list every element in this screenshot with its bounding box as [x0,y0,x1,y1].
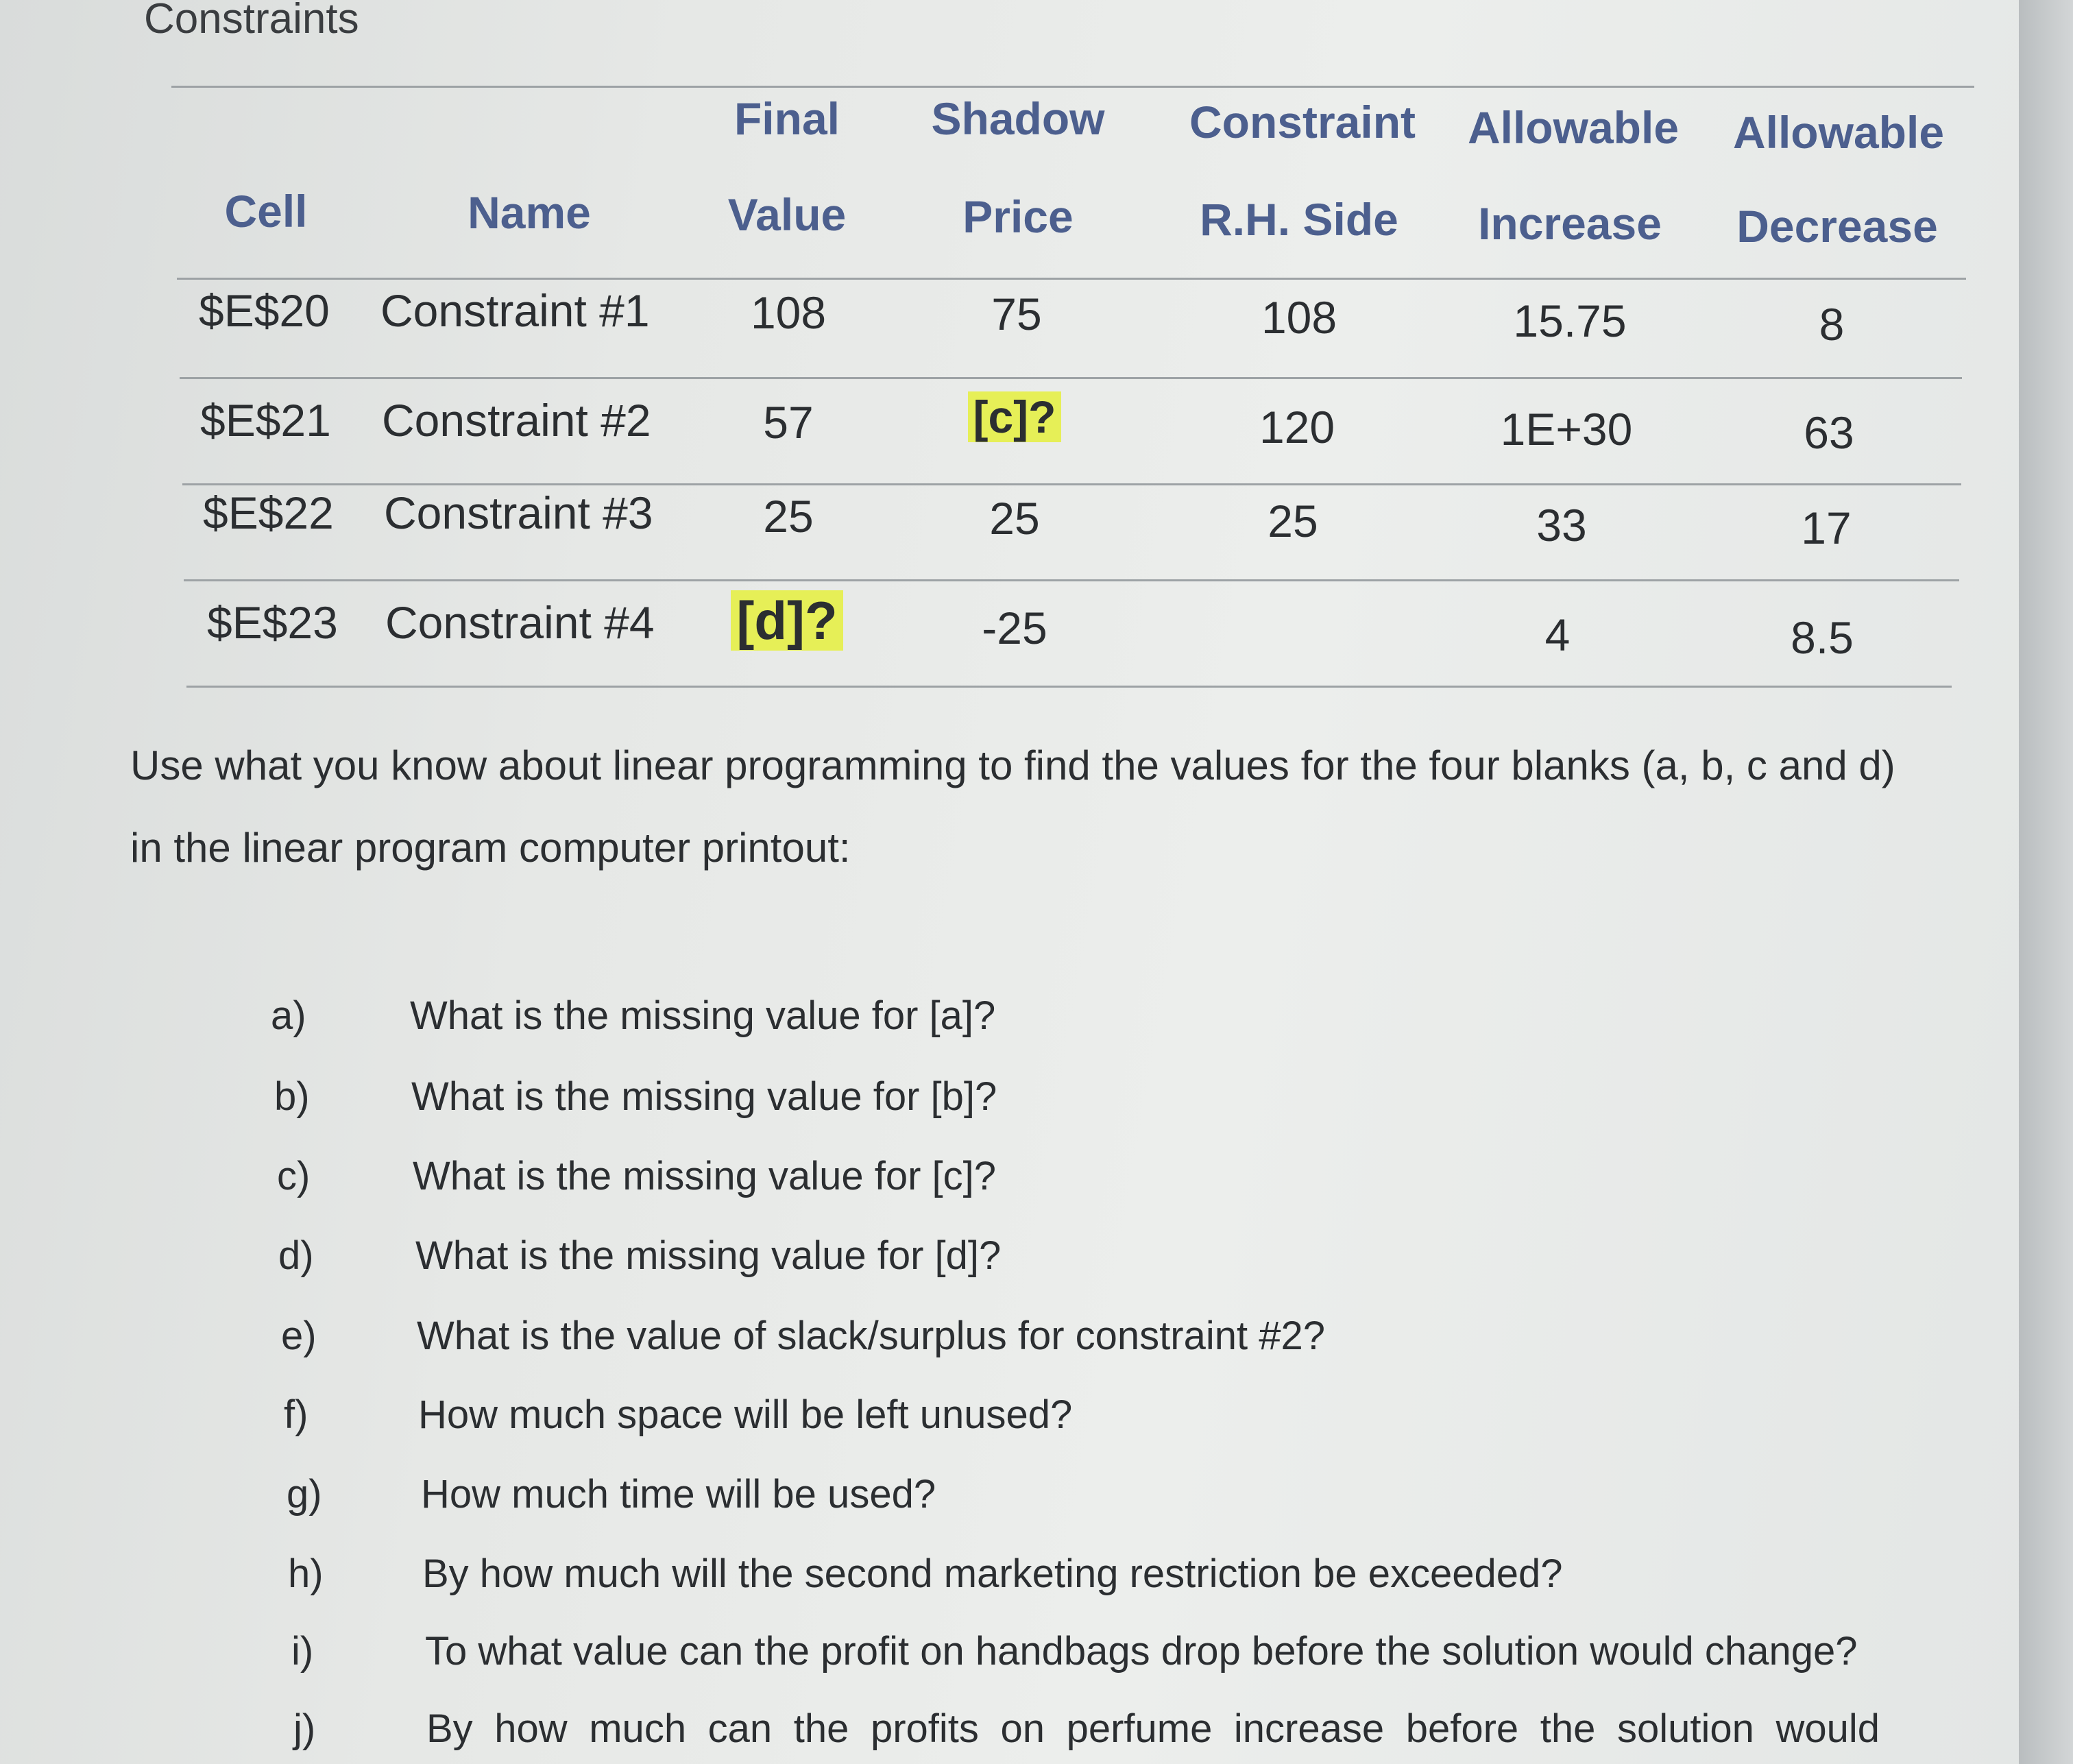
header-increase: Increase [1478,198,1662,249]
question-f-text: How much space will be left unused? [418,1392,1073,1437]
question-i-letter: i) [291,1629,314,1674]
row2-decrease: 63 [1804,407,1854,458]
table-rule-header [177,278,1966,280]
row1-name: Constraint #1 [380,285,650,336]
header-name: Name [468,187,591,238]
section-title: Constraints [144,0,359,43]
header-cell: Cell [224,186,308,237]
instructions-line2: in the linear program computer printout: [130,825,851,871]
question-h-text: By how much will the second marketing restriction be exceeded? [422,1551,1563,1596]
header-constraint: Constraint [1189,97,1416,147]
row1-decrease: 8 [1819,299,1845,350]
question-d-letter: d) [278,1233,314,1278]
row4-name: Constraint #4 [385,597,655,648]
header-value: Value [727,189,847,240]
question-c-text: What is the missing value for [c]? [413,1154,996,1198]
header-price: Price [962,191,1074,242]
row2-final-value: 57 [763,397,814,448]
question-f-letter: f) [284,1392,308,1437]
table-rule-bottom [186,686,1952,688]
question-b-text: What is the missing value for [b]? [411,1074,997,1119]
row1-shadow-price: 75 [991,289,1042,339]
row3-decrease: 17 [1801,503,1852,553]
row4-shadow-price: -25 [982,603,1047,653]
question-a-letter: a) [271,993,306,1038]
question-g-letter: g) [287,1472,322,1517]
header-allowable-increase-top: Allowable [1467,102,1680,153]
question-j-text: By how much can the profits on perfume increase before the solution would [426,1706,1880,1751]
row3-shadow-price: 25 [989,493,1040,544]
question-b-letter: b) [274,1074,310,1119]
row2-shadow-price [864,391,1165,443]
question-e-text: What is the value of slack/surplus for constraint #2? [417,1314,1325,1358]
question-i-text: To what value can the profit on handbags drop before the solution would change? [425,1629,1858,1674]
row2-rhs: 120 [1259,402,1335,452]
header-decrease: Decrease [1736,201,1938,252]
question-g-text: How much time will be used? [421,1472,936,1517]
header-shadow: Shadow [931,93,1105,144]
row4-decrease: 8.5 [1791,612,1854,663]
row1-cell: $E$20 [199,285,330,336]
row3-increase: 33 [1536,500,1587,551]
header-final: Final [734,93,840,144]
row2-increase: 1E+30 [1500,404,1633,455]
table-rule-top [171,86,1974,88]
row4-increase: 4 [1544,609,1571,660]
row3-name: Constraint #3 [384,487,653,538]
question-c-letter: c) [277,1154,311,1198]
row2-name: Constraint #2 [382,395,651,446]
instructions-line1: Use what you know about linear programming to find the values for the four blanks (a, b, c and d) [130,742,1895,788]
row3-rhs: 25 [1268,496,1318,546]
row3-cell: $E$22 [203,487,334,538]
row4-cell: $E$23 [207,597,338,648]
question-d-text: What is the missing value for [d]? [415,1233,1002,1278]
header-allowable-decrease-top: Allowable [1732,107,1945,158]
row3-final-value: 25 [763,491,814,542]
row1-rhs: 108 [1261,292,1337,343]
question-h-letter: h) [288,1551,324,1596]
table-rule-row2 [182,483,1961,485]
row1-increase: 15.75 [1513,295,1627,346]
blank-d-highlight: [d]? [731,590,842,651]
blank-c-highlight: [c]? [968,391,1062,442]
question-a-text: What is the missing value for [a]? [410,993,996,1038]
header-rh-side: R.H. Side [1200,194,1398,245]
table-rule-row3 [184,579,1959,581]
table-rule-row1 [180,377,1962,379]
question-j-letter: j) [293,1706,316,1751]
question-e-letter: e) [281,1314,317,1358]
row2-cell: $E$21 [200,395,331,446]
row1-final-value: 108 [750,287,827,338]
